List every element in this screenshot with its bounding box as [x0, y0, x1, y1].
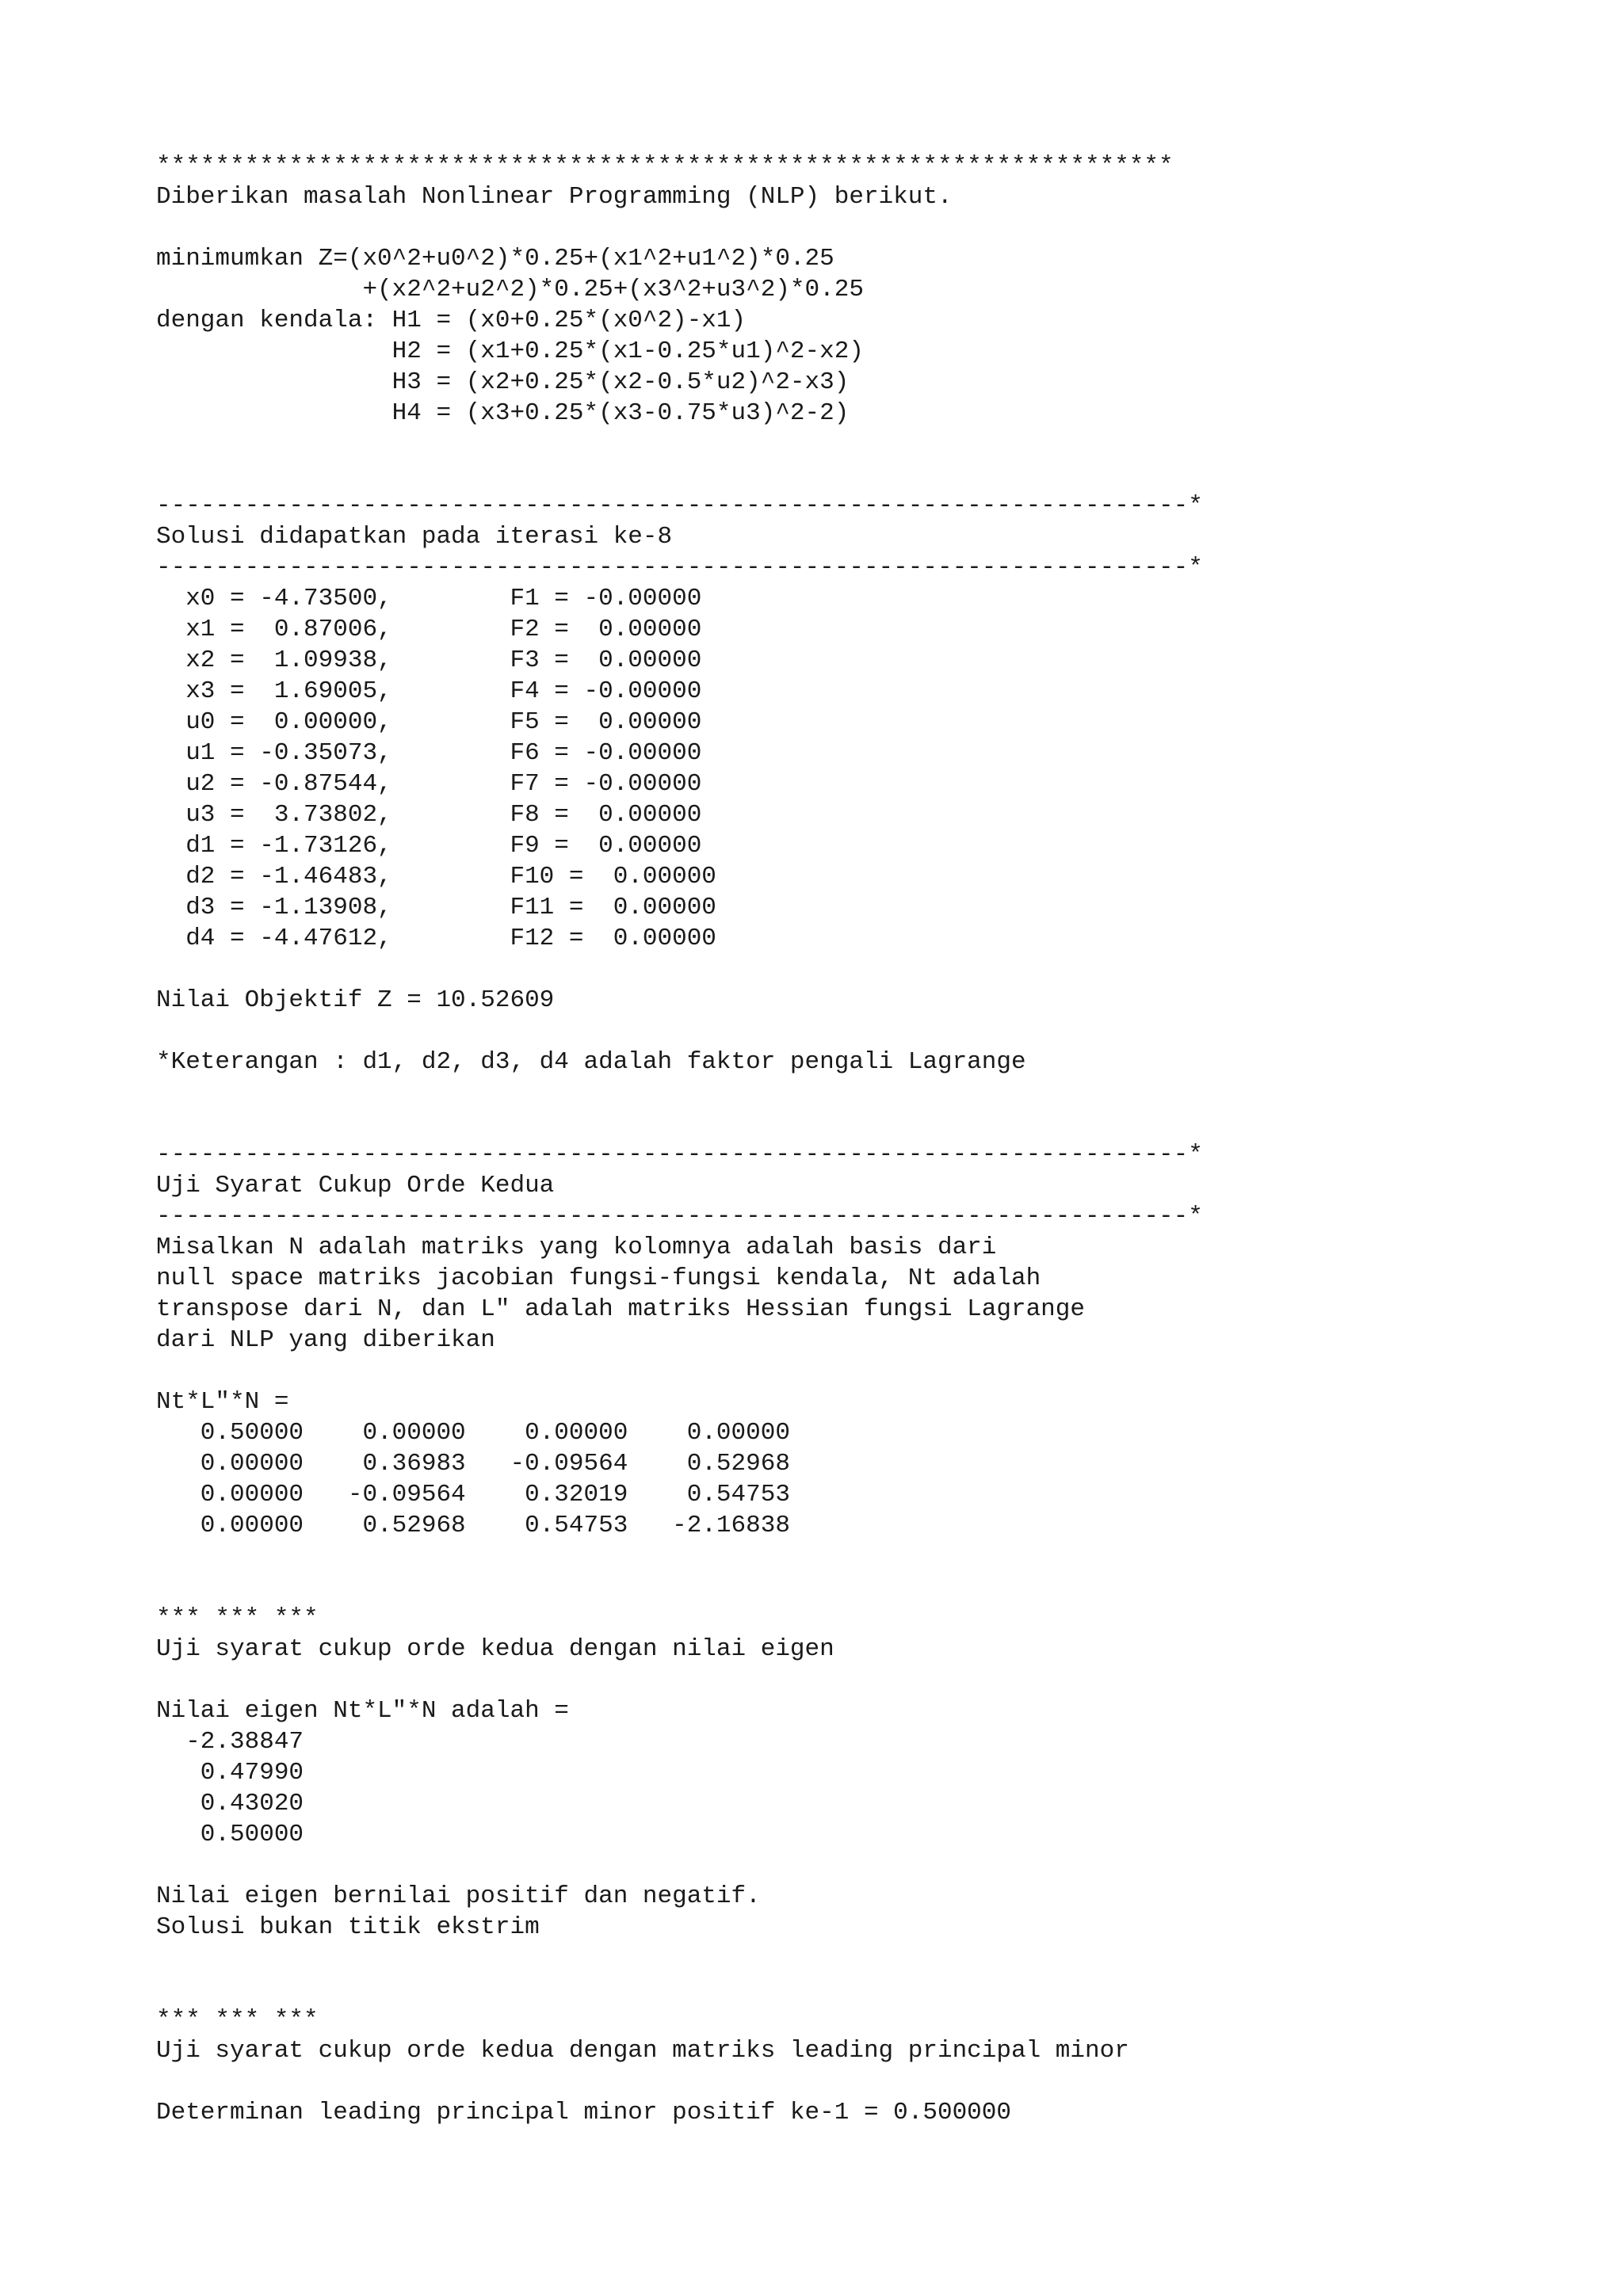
divider: ----------------------------------------------------------------------* [156, 554, 1203, 582]
objective-line-2: +(x2^2+u2^2)*0.25+(x3^2+u3^2)*0.25 [156, 276, 864, 303]
solution-row: u0 = 0.00000, F5 = 0.00000 [156, 708, 702, 736]
minor-marker: *** *** *** [156, 2006, 319, 2034]
eigen-conclusion-2: Solusi bukan titik ekstrim [156, 1913, 540, 1941]
eigen-label: Nilai eigen Nt*L"*N adalah = [156, 1697, 569, 1725]
header-stars: ********************************************************************* [156, 152, 1174, 180]
matrix-row: 0.50000 0.00000 0.00000 0.00000 [156, 1419, 790, 1447]
constraint-h1: dengan kendala: H1 = (x0+0.25*(x0^2)-x1) [156, 307, 747, 334]
eigen-value: -2.38847 [156, 1728, 304, 1756]
constraint-h4: H4 = (x3+0.25*(x3-0.75*u3)^2-2) [156, 399, 850, 427]
second-order-title: Uji Syarat Cukup Orde Kedua [156, 1172, 555, 1199]
minor-title: Uji syarat cukup orde kedua dengan matriks leading principal minor [156, 2037, 1129, 2065]
solution-row: x1 = 0.87006, F2 = 0.00000 [156, 616, 702, 643]
solution-row: x3 = 1.69005, F4 = -0.00000 [156, 677, 702, 705]
determinant-line: Determinan leading principal minor positif ke-1 = 0.500000 [156, 2099, 1011, 2126]
constraint-h2: H2 = (x1+0.25*(x1-0.25*u1)^2-x2) [156, 338, 864, 365]
eigen-title: Uji syarat cukup orde kedua dengan nilai eigen [156, 1635, 834, 1663]
divider: ----------------------------------------------------------------------* [156, 492, 1203, 520]
constraint-h3: H3 = (x2+0.25*(x2-0.5*u2)^2-x3) [156, 368, 850, 396]
solution-row: d2 = -1.46483, F10 = 0.00000 [156, 863, 716, 891]
matrix-label: Nt*L"*N = [156, 1388, 289, 1416]
solution-row: u3 = 3.73802, F8 = 0.00000 [156, 801, 702, 829]
description-line: null space matriks jacobian fungsi-fungsi kendala, Nt adalah [156, 1264, 1041, 1292]
lagrange-note: *Keterangan : d1, d2, d3, d4 adalah faktor pengali Lagrange [156, 1048, 1026, 1076]
matrix-row: 0.00000 -0.09564 0.32019 0.54753 [156, 1481, 790, 1508]
solution-row: u1 = -0.35073, F6 = -0.00000 [156, 739, 702, 767]
intro-text: Diberikan masalah Nonlinear Programming (NLP) berikut. [156, 183, 953, 211]
matrix-row: 0.00000 0.52968 0.54753 -2.16838 [156, 1512, 790, 1539]
divider: ----------------------------------------------------------------------* [156, 1203, 1203, 1230]
eigen-value: 0.50000 [156, 1821, 304, 1848]
matrix-row: 0.00000 0.36983 -0.09564 0.52968 [156, 1450, 790, 1478]
divider: ----------------------------------------------------------------------* [156, 1141, 1203, 1169]
solution-row: x2 = 1.09938, F3 = 0.00000 [156, 646, 702, 674]
document-text [156, 151, 1203, 2128]
solution-row: d3 = -1.13908, F11 = 0.00000 [156, 894, 716, 921]
solution-row: u2 = -0.87544, F7 = -0.00000 [156, 770, 702, 798]
eigen-conclusion-1: Nilai eigen bernilai positif dan negatif. [156, 1882, 761, 1910]
description-line: Misalkan N adalah matriks yang kolomnya adalah basis dari [156, 1234, 997, 1261]
description-line: transpose dari N, dan L" adalah matriks Hessian fungsi Lagrange [156, 1295, 1085, 1323]
eigen-marker: *** *** *** [156, 1604, 319, 1632]
solution-row: d1 = -1.73126, F9 = 0.00000 [156, 832, 702, 860]
eigen-value: 0.47990 [156, 1759, 304, 1787]
objective-line-1: minimumkan Z=(x0^2+u0^2)*0.25+(x1^2+u1^2)*0.25 [156, 245, 834, 273]
eigen-value: 0.43020 [156, 1790, 304, 1817]
solution-row: x0 = -4.73500, F1 = -0.00000 [156, 585, 702, 612]
objective-value: Nilai Objektif Z = 10.52609 [156, 986, 555, 1014]
solution-row: d4 = -4.47612, F12 = 0.00000 [156, 925, 716, 952]
solution-title: Solusi didapatkan pada iterasi ke-8 [156, 523, 673, 551]
description-line: dari NLP yang diberikan [156, 1326, 495, 1354]
